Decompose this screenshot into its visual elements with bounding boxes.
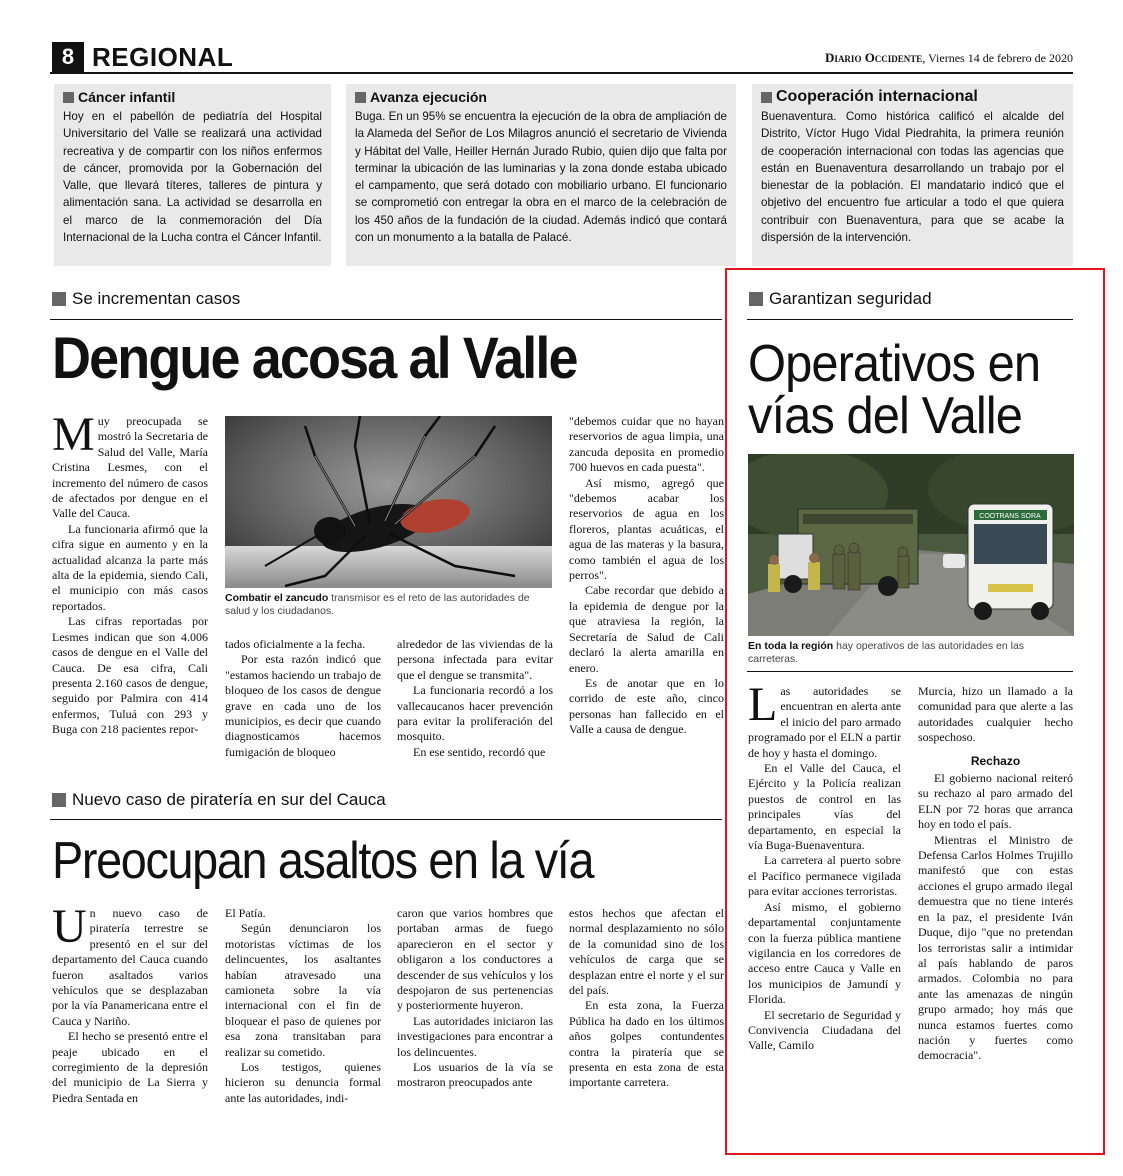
subhead: Rechazo (970, 753, 1021, 768)
square-bullet-icon (52, 292, 66, 306)
brief-title: Cáncer infantil (78, 89, 176, 105)
divider (50, 319, 722, 320)
kicker-text: Se incrementan casos (72, 289, 241, 308)
article-column: caron que varios hombres que portaban armas de fuego aparecieron en el sector y obligaron a los conductores a descender de sus vehículos y los despojaron de sus pertenencias y posteriormente huyeron. Las autoridades iniciaron las investigaciones para encontrar a los delincuentes. Los usuarios de la vía se mostraron preocupados ante (397, 906, 553, 1090)
dropcap: L (748, 678, 778, 731)
brief-title: Cooperación internacional (776, 88, 978, 105)
checkpoint-illustration (748, 454, 1074, 636)
article-column: El Patía. Según denunciaron los motoristas víctimas de los delincuentes, los asaltantes habían atravesado una camioneta sobre la vía internacional con el fin de bloquear el paso de quienes por esa zona transitaban para realizar su cometido. Los testigos, quienes hicieron su denuncia formal ante las autoridades, indi- (225, 906, 381, 1105)
article-column: "debemos cuidar que no hayan reservorios de agua limpia, una zancuda deposita en promedio 700 huevos en cada puesta". Así mismo, agregó que "debemos acabar los reservorios de agua en los floreros, plantas acuáticas, el agua de las materas y la basura, como también el agua de los perros". Cabe recordar que debido a la epidemia de dengue por la que atraviesa la región, la Secretaría de Salud de Cali declaró la alerta amarilla en enero. Es de anotar que en lo corrido de este año, cinco personas han fallecido en el Valle a causa de dengue. (569, 414, 724, 737)
issue-date: , Viernes 14 de febrero de 2020 (922, 51, 1073, 65)
square-bullet-icon (355, 92, 366, 103)
bus-sign: COOTRANS SORA (979, 513, 1041, 520)
masthead (825, 50, 1073, 66)
article-column: estos hechos que afectan el normal desplazamiento no sólo de la comunidad sino de los vehículos de carga que se desplazan entre el norte y el sur del país. En esta zona, la Fuerza Pública ha dado en los últimos años golpes contundentes contra la piratería que se presenta en esta zona de esta importante carretera. (569, 906, 724, 1090)
dropcap: U (52, 900, 87, 953)
brief-body: Hoy en el pabellón de pediatría del Hospital Universitario del Valle se realizará una actividad recreativa y de compartir con los niños enfermos de cáncer, promovida por la Gobernación del Valle, que llevará títeres, talleres de pintura y alimentación sana. La actividad se desarrolla en el marco de la conmemoración del Día Internacional de la Lucha contra el Cáncer Infantil. (63, 110, 322, 245)
page-number: 8 (52, 42, 84, 72)
kicker-operativos (749, 288, 932, 310)
divider (50, 819, 722, 820)
square-bullet-icon (761, 92, 772, 103)
square-bullet-icon (52, 793, 66, 807)
square-bullet-icon (63, 92, 74, 103)
article-column: Las autoridades se encuentran en alerta ante el inicio del paro armado programado por el ELN a partir de hoy y hasta el domingo. En el Valle del Cauca, el Ejército y la Policía realizan puestos de control en las principales vías del departamento, en especial la vía Buga-Buenaventura. La carretera al puerto sobre el Pacífico permanece vigilada para evitar acciones terroristas. Así mismo, el gobierno departamental conjuntamente con la fuerza pública mantiene vigilancia en los corredores de acceso entre Cauca y Valle en los municipios de Jamundí y Florida. El secretario de Seguridad y Convivencia Ciudadana del Valle, Camilo (748, 678, 901, 1053)
checkpoint-photo (748, 454, 1074, 636)
article-column: Un nuevo caso de piratería terrestre se presentó en el sur del departamento del Cauca cuando fueron asaltados varios vehículos que se desplazaban por la vía Panamericana entre el Cauca y Nariño. El hecho se presentó entre el peaje ubicado en el corregimiento de la depresión del municipio de La Sierra y Piedra Sentada en (52, 900, 208, 1105)
brief-body: Buga. En un 95% se encuentra la ejecución de la obra de ampliación de la Alameda del Señor de Los Milagros anunció el secretario de Vivienda y Hábitat del Valle, Heiller Hernán Jurado Rubio, quien dijo que falta por terminar la ubicación de las luminarias y la zona donde estaba ubicado el campamento, que será dotado con mobiliario urbano. El funcionario se comprometió con entregar la obra en el marco de la celebración de los 450 años de la fundación de la ciudad. Además indicó que contará con un monumento a la batalla de Palacé. (355, 110, 727, 245)
article-column: Muy preocupada se mostró la Secretaria de Salud del Valle, María Cristina Lesmes, con el incremento del número de casos de afectados por dengue en el Valle del Cauca. La funcionaria afirmó que la cifra sigue en aumento y en la actualidad alcanza la parte más alta de la epidemia, siendo Cali, el municipio con más casos reportados. Las cifras reportadas por Lesmes indican que son 4.006 casos de dengue en el Valle del Cauca. De esa cifra, Cali presenta 2.160 casos de dengue, seguido por Palmira con 414 enfermos, Tuluá con 293 y Buga con 218 pacientes repor- (52, 408, 208, 737)
square-bullet-icon (749, 292, 763, 306)
header-rule (50, 72, 1073, 74)
section-title: REGIONAL (92, 42, 234, 72)
headline-asaltos: Preocupan asaltos en la vía (52, 832, 594, 890)
brief-avanza-ejecucion (346, 84, 736, 266)
divider (747, 319, 1073, 320)
kicker-asaltos (52, 789, 386, 811)
mosquito-illustration (225, 416, 552, 588)
mosquito-photo (225, 416, 552, 588)
brief-cancer-infantil (54, 84, 331, 266)
article-column: alrededor de las viviendas de la persona infectada para evitar que el dengue se transmita". La funcionaria recordó a los vallecaucanos hacer prevención para evitar la proliferación del mosquito. En ese sentido, recordó que (397, 637, 553, 759)
kicker-text: Nuevo caso de piratería en sur del Cauca (72, 790, 386, 809)
brief-title: Avanza ejecución (370, 89, 487, 105)
photo-caption: Combatir el zancudo transmisor es el reto de las autoridades de salud y los ciudadanos. (225, 592, 530, 617)
headline-operativos: Operativos en vías del Valle (748, 335, 1041, 445)
dropcap: M (52, 408, 95, 461)
brief-cooperacion-internacional (752, 84, 1073, 266)
article-column: tados oficialmente a la fecha. Por esta razón indicó que "estamos haciendo un trabajo de bloqueo de los casos de dengue grave en cada uno de los municipios, es decir que cuando diagnosticamos hacemos fumigación de bloqueo (225, 637, 381, 759)
kicker-text: Garantizan seguridad (769, 289, 932, 308)
divider (747, 671, 1073, 672)
kicker-dengue (52, 288, 240, 310)
headline-dengue: Dengue acosa al Valle (52, 326, 577, 391)
photo-caption: En toda la región hay operativos de las autoridades en las carreteras. (748, 640, 1025, 665)
article-column: Murcia, hizo un llamado a la comunidad para que alerte a las autoridades cualquier hecho sospechoso. Rechazo El gobierno nacional reiteró su rechazo al paro armado del ELN por 72 horas que arranca hoy en todo el país. Mientras el Ministro de Defensa Carlos Holmes Trujillo manifestó que con estas acciones el grupo armado ilegal demuestra que no tiene interés en la paz, el presidente Iván Duque, dijo "que no pretendan los terroristas salir a intimidar al país hablando de paros armados. Colombia no para ante las amenazas de ningún grupo armado; hoy más que nunca estamos fuertes como nación y fuertes como democracia". (918, 684, 1073, 1063)
newspaper-name: Diario Occidente (825, 50, 923, 65)
brief-body: Buenaventura. Como histórica calificó el alcalde del Distrito, Víctor Hugo Vidal Piedrahita, la primera reunión de cooperación internacional con todas las agencias que están en Buenaventura desarrollando un trabajo por el bienestar de la población. El mandatario indicó que el objetivo del encuentro fue articular a todo el que quiera contribuir con Buenaventura, para que se acabe la dispersión de la intervención. (761, 110, 1064, 245)
